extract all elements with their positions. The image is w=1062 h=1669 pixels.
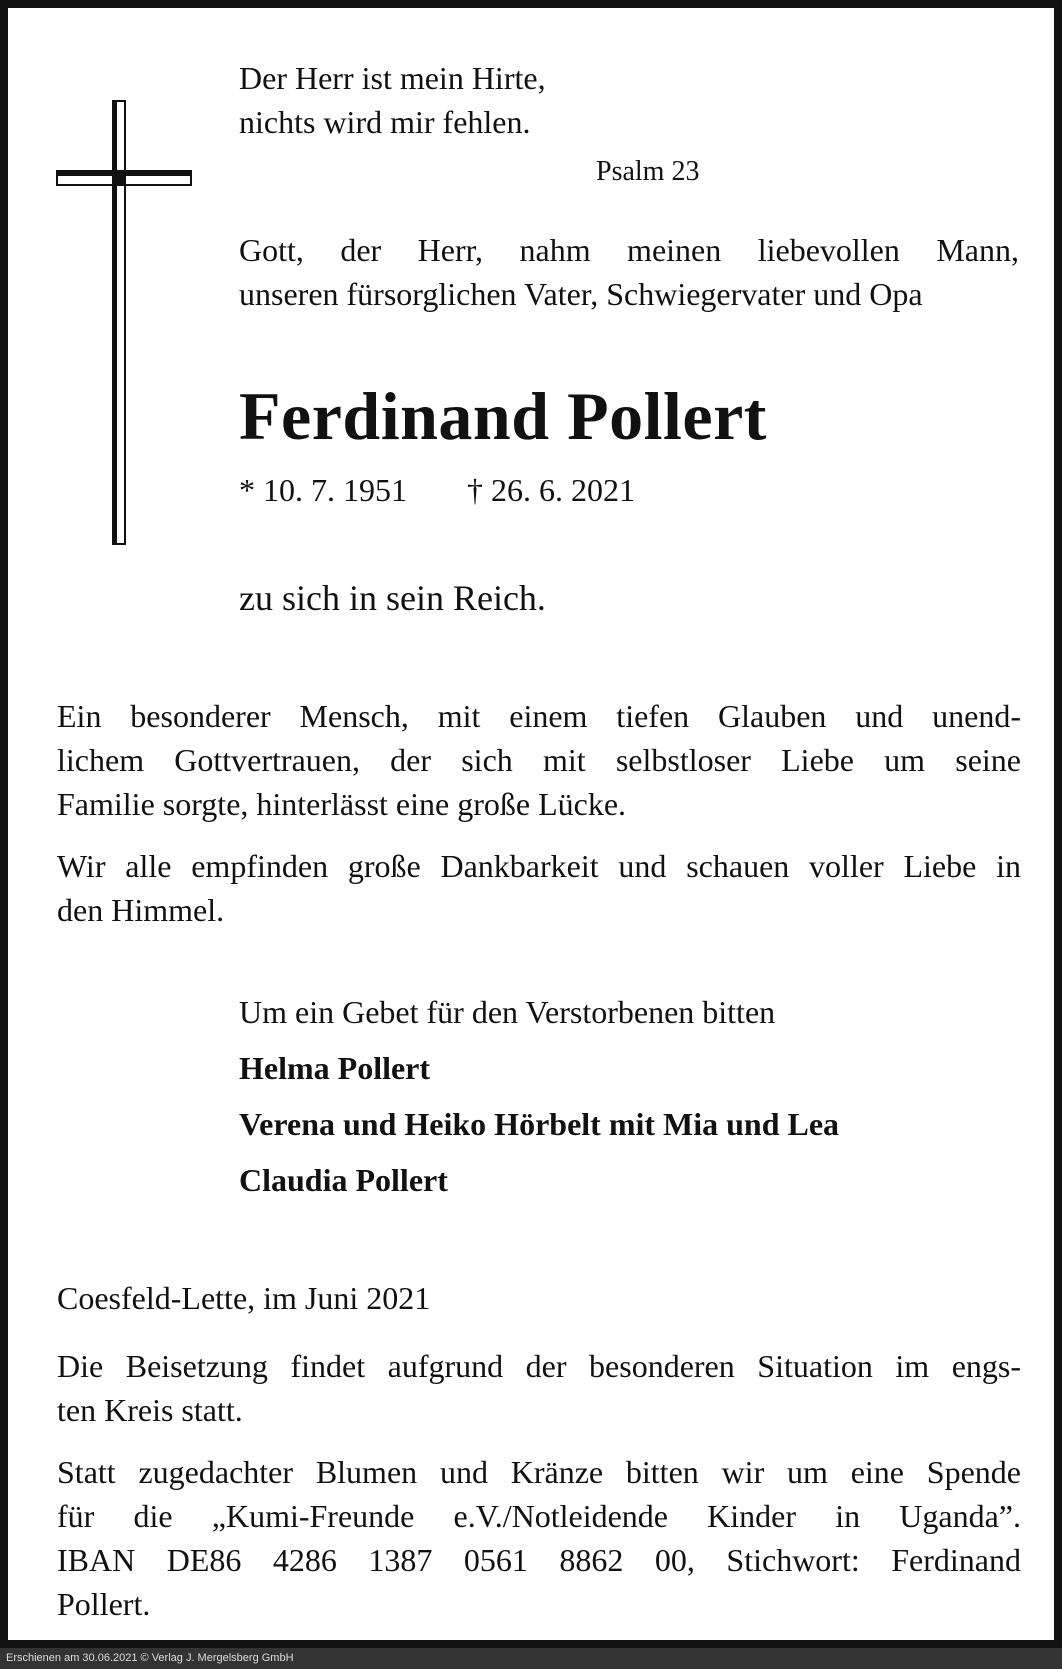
prayer-request: Um ein Gebet für den Verstorbenen bitten (239, 994, 776, 1030)
psalm-line-2: nichts wird mir fehlen. (239, 104, 531, 140)
birth-date: * 10. 7. 1951 (239, 472, 407, 508)
donation-line-4: Pollert. (57, 1586, 151, 1622)
place-date: Coesfeld-Lette, im Juni 2021 (57, 1280, 431, 1316)
tribute-line-4: Wir alle empfinden große Dankbarkeit und schauen voller Liebe in (57, 848, 1021, 884)
donation-line-1: Statt zugedachter Blumen und Kränze bitten wir um eine Spende (57, 1454, 1021, 1490)
tribute-line-1: Ein besonderer Mensch, mit einem tiefen Glauben und unend- (57, 698, 1021, 734)
tribute-line-2: lichem Gottvertrauen, der sich mit selbstloser Liebe um seine (57, 742, 1021, 778)
tribute-line-5: den Himmel. (57, 892, 225, 928)
deceased-name: Ferdinand Pollert (239, 378, 767, 454)
mourner-name: Verena und Heiko Hörbelt mit Mia und Lea (239, 1106, 840, 1142)
mourner-name: Helma Pollert (239, 1050, 431, 1086)
burial-line-2: ten Kreis statt. (57, 1392, 243, 1428)
burial-line-1: Die Beisetzung findet aufgrund der besonderen Situation im engs- (57, 1348, 1021, 1384)
donation-line-2: für die „Kumi-Freunde e.V./Notleidende Kinder in Uganda”. (57, 1498, 1021, 1534)
cross-vertical-beam (112, 100, 126, 545)
intro-line-1: Gott, der Herr, nahm meinen liebevollen Mann, (239, 232, 1019, 268)
publication-footer: Erschienen am 30.06.2021 © Verlag J. Mergelsberg GmbH (0, 1648, 1062, 1669)
tribute-line-3: Familie sorgte, hinterlässt eine große Lücke. (57, 786, 627, 822)
donation-line-3: IBAN DE86 4286 1387 0561 8862 00, Stichwort: Ferdinand (57, 1542, 1021, 1578)
mourner-name: Claudia Pollert (239, 1162, 448, 1198)
psalm-source: Psalm 23 (596, 156, 700, 187)
death-date: † 26. 6. 2021 (467, 472, 635, 508)
intro-line-2: unseren fürsorglichen Vater, Schwiegervater und Opa (239, 276, 923, 312)
psalm-line-1: Der Herr ist mein Hirte, (239, 60, 546, 96)
cross-center (112, 170, 126, 186)
closing-line: zu sich in sein Reich. (239, 578, 546, 618)
